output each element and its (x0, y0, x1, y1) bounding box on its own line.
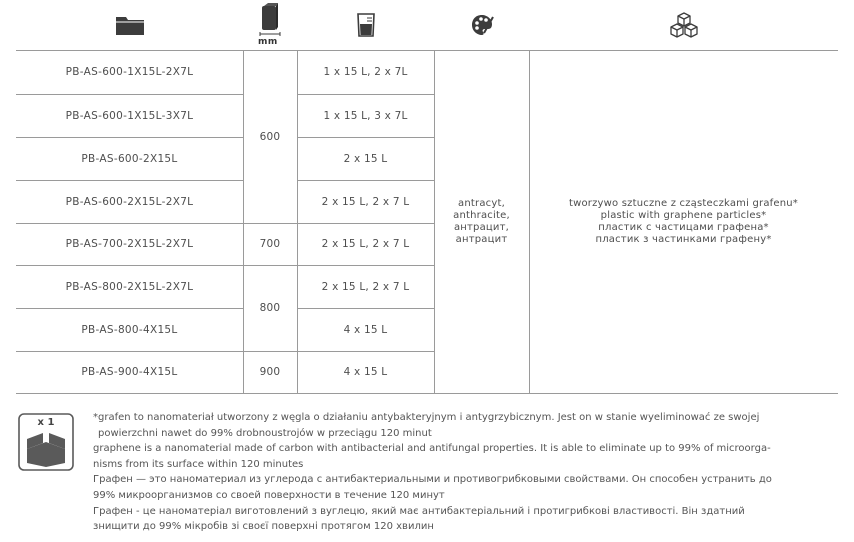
capacity-cell: 2 x 15 L (343, 152, 388, 165)
footnote-line: nisms from its surface within 120 minutes (93, 458, 304, 470)
material-text: пластик с частицами графена* (598, 221, 769, 233)
width-cell: 700 (259, 238, 281, 250)
footnote-line: Графен - це наноматеріал виготовлений з вуглецю, який має антибактеріальний і протигрибкові властивості. Він здатний (93, 505, 745, 517)
color-text: antracyt, (458, 197, 505, 209)
capacity-cell: 1 x 15 L, 2 x 7L (323, 66, 408, 78)
model-cell: PB-AS-800-4X15L (81, 323, 178, 336)
header-icon-row (16, 0, 838, 50)
material-text: пластик з частинками графену* (595, 233, 772, 245)
folder-icon (16, 0, 243, 50)
material-text: plastic with graphene particles* (600, 209, 767, 221)
material-text: tworzywo sztuczne z cząsteczkami grafenu* (568, 197, 798, 209)
model-cell: PB-AS-700-2X15L-2X7L (65, 238, 194, 250)
footnote-line: powierzchni nawet do 99% drobnoustrojów w przeciągu 120 minut (98, 427, 432, 439)
footnote-line: graphene is a nanomaterial made of carbon with antibacterial and antifungal properties. It is able to eliminate up to 99% of microorga- (93, 443, 771, 455)
cubes-icon (529, 0, 838, 50)
model-cell: PB-AS-600-2X15L (81, 152, 178, 165)
width-cell: 600 (259, 130, 281, 143)
color-text: антрацит (455, 233, 508, 245)
table-bottom-border (16, 393, 838, 394)
footnote-line: знищити до 99% мікробів зі своєї поверхні протягом 120 хвилин (93, 521, 434, 533)
mm-label: mm (258, 37, 278, 47)
capacity-cell: 4 x 15 L (343, 366, 388, 378)
footnotes (93, 410, 838, 535)
color-text: anthracite, (453, 209, 510, 221)
package-quantity: x 1 (37, 417, 55, 428)
capacity-cell: 2 x 15 L, 2 x 7 L (321, 280, 410, 293)
model-cell: PB-AS-600-2X15L-2X7L (65, 195, 194, 208)
model-cell: PB-AS-600-1X15L-3X7L (65, 109, 194, 122)
width-cell: 800 (259, 302, 281, 314)
product-table (16, 50, 838, 394)
footnote-line: 99% микроорганизмов со своей поверхности в течение 120 минут (93, 489, 445, 501)
material-cell (529, 50, 838, 393)
footnote-line: Графен — это наноматериал из углерода с антибактериальными и противогрибковыми свойствами. Он способен устранить до (93, 474, 772, 486)
palette-icon (434, 0, 529, 50)
footnote-line: *grafen to nanomateriał utworzony z węgla o działaniu antybakteryjnym i antygrzybicznym. Jest on w stanie wyeliminować ze swojej (93, 412, 760, 423)
capacity-cell: 1 x 15 L, 3 x 7L (323, 109, 408, 122)
beaker-icon (297, 0, 434, 50)
model-cell: PB-AS-800-2X15L-2X7L (65, 280, 194, 293)
model-cell: PB-AS-600-1X15L-2X7L (65, 66, 194, 78)
capacity-cell: 2 x 15 L, 2 x 7 L (321, 238, 410, 250)
capacity-cell: 4 x 15 L (343, 323, 388, 336)
color-text: антрацит, (453, 221, 510, 233)
width-cell: 900 (259, 366, 281, 378)
color-cell (434, 50, 529, 393)
model-cell: PB-AS-900-4X15L (81, 366, 178, 378)
capacity-cell: 2 x 15 L, 2 x 7 L (321, 195, 410, 208)
package-box-icon (18, 413, 74, 471)
